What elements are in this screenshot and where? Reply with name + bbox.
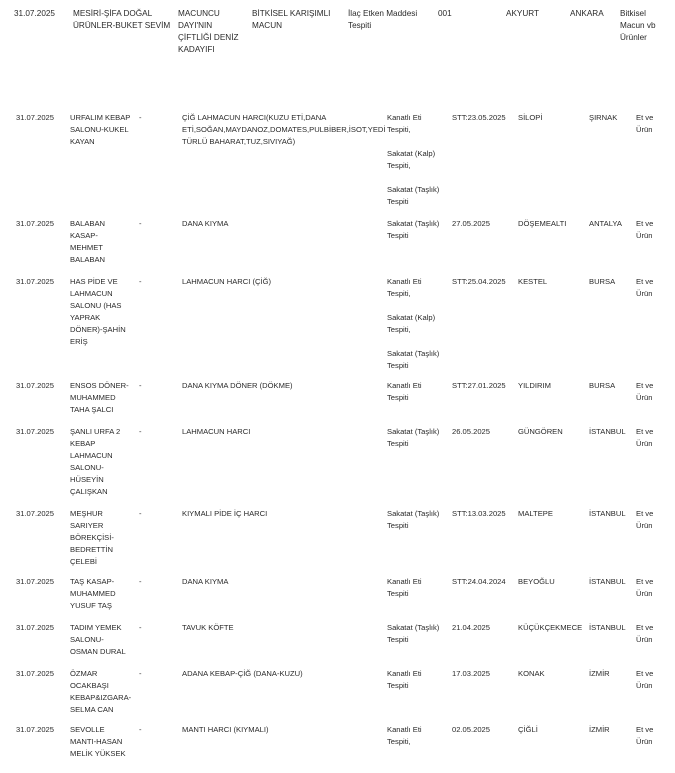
company-cell: ÜRÜNLER-BUKET SEVİM xyxy=(73,21,171,30)
company-cell: MANTI-HASAN xyxy=(70,737,123,746)
finding-cell: Kanatlı Eti xyxy=(387,381,422,390)
company-cell: TAŞ KASAP- xyxy=(70,577,115,586)
date-cell: 31.07.2025 xyxy=(16,509,55,518)
group-cell: Et ve xyxy=(636,669,654,678)
company-cell: DÖNER)-ŞAHİN xyxy=(70,325,126,334)
finding-cell: Sakatat (Taşlık) xyxy=(387,185,440,194)
company-cell: OCAKBAŞI xyxy=(70,681,109,690)
company-cell: HAS PİDE VE xyxy=(70,277,118,286)
group-cell: Ürün xyxy=(636,393,653,402)
finding-cell: Sakatat (Taşlık) xyxy=(387,219,440,228)
district-cell: ÇİĞLİ xyxy=(518,725,538,734)
group-cell: Et ve xyxy=(636,725,654,734)
finding-cell: Tespiti, xyxy=(387,289,411,298)
lot-cell: STT:23.05.2025 xyxy=(452,113,506,122)
province-cell: ŞIRNAK xyxy=(589,113,618,122)
finding-cell: Kanatlı Eti xyxy=(387,725,422,734)
brand-cell: - xyxy=(139,509,142,518)
group-cell: Ürün xyxy=(636,681,653,690)
date-cell: 31.07.2025 xyxy=(16,277,55,286)
company-cell: MEHMET xyxy=(70,243,103,252)
company-cell: BEDRETTİN xyxy=(70,545,114,554)
product-cell: DANA KIYMA DÖNER (DÖKME) xyxy=(182,381,293,390)
company-cell: YAPRAK xyxy=(70,313,101,322)
district-cell: KESTEL xyxy=(518,277,548,286)
product-cell: LAHMACUN HARCI (ÇİĞ) xyxy=(182,277,272,286)
group-cell: Et ve xyxy=(636,623,654,632)
date-cell: 31.07.2025 xyxy=(16,427,55,436)
company-cell: ÖZMAR xyxy=(70,669,98,678)
finding-cell: Tespiti xyxy=(387,681,409,690)
date-cell: 31.07.2025 xyxy=(16,669,55,678)
company-cell: SALONU- xyxy=(70,635,104,644)
brand-cell: - xyxy=(139,113,142,122)
brand-cell: - xyxy=(139,669,142,678)
company-cell: BALABAN xyxy=(70,219,106,228)
company-cell: ÇALIŞKAN xyxy=(70,487,108,496)
company-cell: MUHAMMED xyxy=(70,393,116,402)
group-cell: Ürün xyxy=(636,521,653,530)
finding-cell: Sakatat (Kalp) xyxy=(387,149,436,158)
group-cell: Ürün xyxy=(636,439,653,448)
finding-cell: Tespiti xyxy=(387,521,409,530)
date-cell: 31.07.2025 xyxy=(16,381,55,390)
finding-cell: Tespiti xyxy=(387,197,409,206)
district-cell: KONAK xyxy=(518,669,545,678)
finding-cell: Tespiti, xyxy=(387,325,411,334)
finding-cell: Sakatat (Taşlık) xyxy=(387,427,440,436)
brand-cell: - xyxy=(139,725,142,734)
brand-cell: - xyxy=(139,277,142,286)
company-cell: KAYAN xyxy=(70,137,95,146)
product-cell: TÜRLÜ BAHARAT,TUZ,SIVIYAĞ) xyxy=(182,137,296,146)
province-cell: BURSA xyxy=(589,277,616,286)
district-cell: GÜNGÖREN xyxy=(518,427,563,436)
finding-cell: Tespiti xyxy=(387,393,409,402)
group-cell: Ürün xyxy=(636,125,653,134)
group-cell: Ürün xyxy=(636,589,653,598)
finding-cell: Kanatlı Eti xyxy=(387,113,422,122)
company-cell: MELİK YÜKSEK xyxy=(70,749,126,758)
company-cell: SALONU (HAS xyxy=(70,301,122,310)
group-cell: Ürün xyxy=(636,737,653,746)
lot-cell: STT:27.01.2025 xyxy=(452,381,506,390)
finding-cell: Tespiti xyxy=(387,439,409,448)
lot-cell: 27.05.2025 xyxy=(452,219,491,228)
group-cell: Ürünler xyxy=(620,33,647,42)
lot-cell: STT:24.04.2024 xyxy=(452,577,506,586)
company-cell: MEŞHUR xyxy=(70,509,103,518)
product-cell: DANA KIYMA xyxy=(182,577,229,586)
brand-cell: - xyxy=(139,381,142,390)
province-cell: ANTALYA xyxy=(589,219,622,228)
group-cell: Ürün xyxy=(636,635,653,644)
province-cell: İZMİR xyxy=(589,725,610,734)
brand-cell: - xyxy=(139,219,142,228)
company-cell: KEBAP xyxy=(70,439,96,448)
group-cell: Ürün xyxy=(636,289,653,298)
group-cell: Et ve xyxy=(636,577,654,586)
province-cell: İZMİR xyxy=(589,669,610,678)
group-cell: Ürün xyxy=(636,231,653,240)
company-cell: YUSUF TAŞ xyxy=(70,601,112,610)
finding-cell: Tespiti xyxy=(387,589,409,598)
lot-cell: 17.03.2025 xyxy=(452,669,491,678)
lot-cell: 21.04.2025 xyxy=(452,623,491,632)
finding-cell: Sakatat (Taşlık) xyxy=(387,509,440,518)
finding-cell: Tespiti xyxy=(387,231,409,240)
finding-cell: Tespiti xyxy=(387,635,409,644)
product-cell: LAHMACUN HARCI xyxy=(182,427,251,436)
company-cell: MUHAMMED xyxy=(70,589,116,598)
company-cell: LAHMACUN xyxy=(70,289,113,298)
lot-cell: 02.05.2025 xyxy=(452,725,491,734)
company-cell: ÇELEBİ xyxy=(70,557,98,566)
finding-cell: Kanatlı Eti xyxy=(387,277,422,286)
group-cell: Et ve xyxy=(636,277,654,286)
brand-cell: MACUNCU xyxy=(178,9,220,18)
date-cell: 31.07.2025 xyxy=(16,113,55,122)
company-cell: SALONU- xyxy=(70,463,104,472)
product-cell: MANTI HARCI (KIYMALI) xyxy=(182,725,269,734)
product-cell: ÇİĞ LAHMACUN HARCI(KUZU ETİ,DANA xyxy=(182,113,327,122)
group-cell: Et ve xyxy=(636,427,654,436)
company-cell: ERİŞ xyxy=(70,337,88,346)
province-cell: İSTANBUL xyxy=(589,623,626,632)
product-cell: ADANA KEBAP-ÇİĞ (DANA-KUZU) xyxy=(182,669,303,678)
finding-cell: İlaç Etken Maddesi xyxy=(348,9,418,18)
finding-cell: Kanatlı Eti xyxy=(387,577,422,586)
company-cell: HÜSEYİN xyxy=(70,475,104,484)
lot-cell: 26.05.2025 xyxy=(452,427,491,436)
company-cell: BÖREKÇİSİ- xyxy=(70,533,114,542)
product-cell: BİTKİSEL KARIŞIMLI xyxy=(252,9,331,18)
lot-cell: STT:13.03.2025 xyxy=(452,509,506,518)
finding-cell: Sakatat (Taşlık) xyxy=(387,349,440,358)
company-cell: KASAP- xyxy=(70,231,98,240)
date-cell: 31.07.2025 xyxy=(14,9,55,18)
date-cell: 31.07.2025 xyxy=(16,623,55,632)
company-cell: OSMAN DURAL xyxy=(70,647,126,656)
brand-cell: - xyxy=(139,577,142,586)
group-cell: Et ve xyxy=(636,219,654,228)
district-cell: AKYURT xyxy=(506,9,540,18)
district-cell: YILDIRIM xyxy=(518,381,551,390)
group-cell: Et ve xyxy=(636,113,654,122)
product-cell: KIYMALI PİDE İÇ HARCI xyxy=(182,509,268,518)
product-cell: TAVUK KÖFTE xyxy=(182,623,234,632)
brand-cell: ÇİFTLİĞİ DENİZ xyxy=(178,33,239,42)
brand-cell: - xyxy=(139,427,142,436)
district-cell: DÖŞEMEALTI xyxy=(518,219,567,228)
brand-cell: - xyxy=(139,623,142,632)
finding-cell: Tespiti, xyxy=(387,125,411,134)
district-cell: KÜÇÜKÇEKMECE xyxy=(518,623,583,632)
company-cell: SEVOLLE xyxy=(70,725,105,734)
finding-cell: Tespiti, xyxy=(387,737,411,746)
brand-cell: KADAYIFI xyxy=(178,45,215,54)
company-cell: KEBAP&IZGARA- xyxy=(70,693,132,702)
finding-cell: Tespiti xyxy=(387,361,409,370)
finding-cell: Sakatat (Kalp) xyxy=(387,313,436,322)
product-cell: DANA KIYMA xyxy=(182,219,229,228)
company-cell: TADIM YEMEK xyxy=(70,623,122,632)
date-cell: 31.07.2025 xyxy=(16,725,55,734)
company-cell: SELMA CAN xyxy=(70,705,114,714)
date-cell: 31.07.2025 xyxy=(16,219,55,228)
group-cell: Bitkisel xyxy=(620,9,646,18)
province-cell: İSTANBUL xyxy=(589,509,626,518)
company-cell: ENSOS DÖNER- xyxy=(70,381,129,390)
province-cell: İSTANBUL xyxy=(589,577,626,586)
company-cell: URFALIM KEBAP xyxy=(70,113,131,122)
group-cell: Macun vb xyxy=(620,21,656,30)
province-cell: BURSA xyxy=(589,381,616,390)
date-cell: 31.07.2025 xyxy=(16,577,55,586)
district-cell: MALTEPE xyxy=(518,509,553,518)
province-cell: ANKARA xyxy=(570,9,604,18)
finding-cell: Kanatlı Eti xyxy=(387,669,422,678)
finding-cell: Sakatat (Taşlık) xyxy=(387,623,440,632)
province-cell: İSTANBUL xyxy=(589,427,626,436)
finding-cell: Tespiti xyxy=(348,21,372,30)
company-cell: BALABAN xyxy=(70,255,106,264)
company-cell: SARIYER xyxy=(70,521,104,530)
company-cell: ŞANLI URFA 2 xyxy=(70,427,121,436)
group-cell: Et ve xyxy=(636,381,654,390)
company-cell: LAHMACUN xyxy=(70,451,113,460)
district-cell: BEYOĞLU xyxy=(518,577,555,586)
finding-cell: Tespiti, xyxy=(387,161,411,170)
group-cell: Et ve xyxy=(636,509,654,518)
product-cell: ETİ,SOĞAN,MAYDANOZ,DOMATES,PULBİBER,İSOT,YEDİ xyxy=(182,125,386,134)
company-cell: SALONU-KUKEL xyxy=(70,125,129,134)
lot-cell: 001 xyxy=(438,9,452,18)
product-cell: MACUN xyxy=(252,21,283,30)
brand-cell: DAYI'NIN xyxy=(178,21,213,30)
lot-cell: STT:25.04.2025 xyxy=(452,277,506,286)
company-cell: TAHA ŞALCI xyxy=(70,405,114,414)
district-cell: SİLOPİ xyxy=(518,113,543,122)
company-cell: MESİRİ-ŞİFA DOĞAL xyxy=(73,9,153,18)
